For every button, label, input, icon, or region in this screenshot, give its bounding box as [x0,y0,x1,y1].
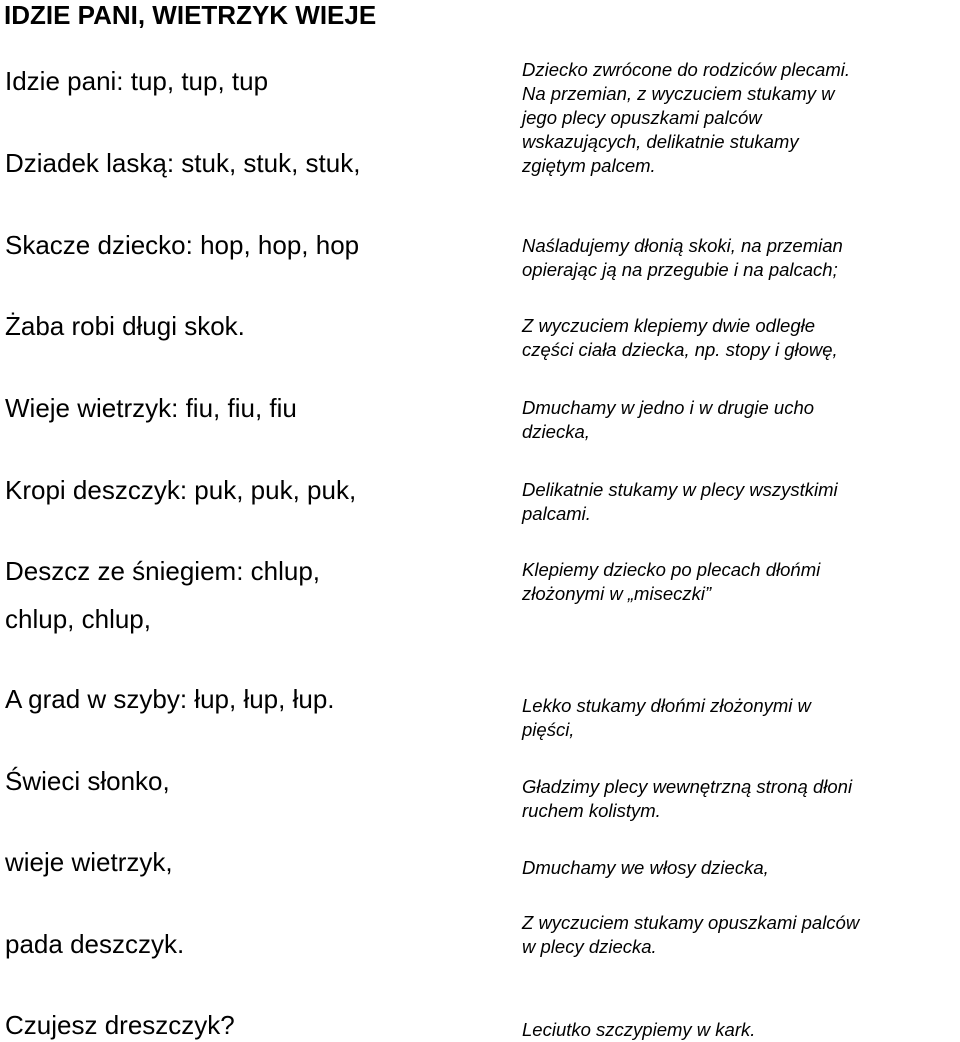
instruction-line: dziecka, [522,421,590,442]
instruction-line: Dziecko zwrócone do rodziców plecami. [522,59,850,80]
verse-line-1: Idzie pani: tup, tup, tup [5,66,269,96]
instruction-line: złożonymi w „miseczki” [522,583,712,604]
instruction-block-1 [522,58,958,178]
instruction-line: w plecy dziecka. [522,936,657,957]
instruction-line: Na przemian, z wyczuciem stukamy w [522,83,835,104]
verse-line-9: A grad w szyby: łup, łup, łup. [5,684,335,714]
verse-line-12: pada deszczyk. [5,929,185,959]
instruction-line: Gładzimy plecy wewnętrzną stroną dłoni [522,776,853,797]
instruction-block-3 [522,314,958,362]
instruction-line: Dmuchamy we włosy dziecka, [522,857,769,878]
instruction-line: ruchem kolistym. [522,800,661,821]
instruction-line: jego plecy opuszkami palców [522,107,762,128]
verse-line-5: Wieje wietrzyk: fiu, fiu, fiu [5,393,297,423]
instruction-line: Lekko stukamy dłońmi złożonymi w [522,695,811,716]
verse-line-4: Żaba robi długi skok. [5,311,245,341]
verse-line-13: Czujesz dreszczyk? [5,1010,235,1040]
instruction-block-4 [522,396,958,444]
instruction-block-11 [522,1018,958,1042]
instruction-line: pięści, [522,719,575,740]
verse-line-3: Skacze dziecko: hop, hop, hop [5,230,360,260]
instruction-line: Delikatnie stukamy w plecy wszystkimi [522,479,838,500]
verse-line-2: Dziadek laską: stuk, stuk, stuk, [5,148,361,178]
instruction-block-5 [522,478,958,526]
instruction-block-8 [522,775,958,823]
instruction-block-10 [522,911,958,959]
instruction-block-2 [522,234,958,282]
instruction-line: Leciutko szczypiemy w kark. [522,1019,756,1040]
instruction-line: Dmuchamy w jedno i w drugie ucho [522,397,815,418]
instruction-line: części ciała dziecka, np. stopy i głowę, [522,339,838,360]
page-title: IDZIE PANI, WIETRZYK WIEJE [4,0,377,30]
instruction-line: palcami. [522,503,591,524]
verse-line-6: Kropi deszczyk: puk, puk, puk, [5,475,357,505]
verse-line-8: chlup, chlup, [5,604,151,634]
instruction-line: Z wyczuciem klepiemy dwie odległe [522,315,816,336]
instruction-block-9 [522,856,958,880]
instruction-line: zgiętym palcem. [522,155,656,176]
verse-line-7: Deszcz ze śniegiem: chlup, [5,556,321,586]
instruction-line: Klepiemy dziecko po plecach dłońmi [522,559,821,580]
instruction-line: Naśladujemy dłonią skoki, na przemian [522,235,843,256]
verse-line-11: wieje wietrzyk, [5,847,173,877]
verse-line-10: Świeci słonko, [5,766,170,796]
instruction-line: wskazujących, delikatnie stukamy [522,131,799,152]
instruction-line: opierając ją na przegubie i na palcach; [522,259,838,280]
instruction-line: Z wyczuciem stukamy opuszkami palców [522,912,860,933]
instruction-block-7 [522,694,958,742]
instruction-block-6 [522,558,958,606]
